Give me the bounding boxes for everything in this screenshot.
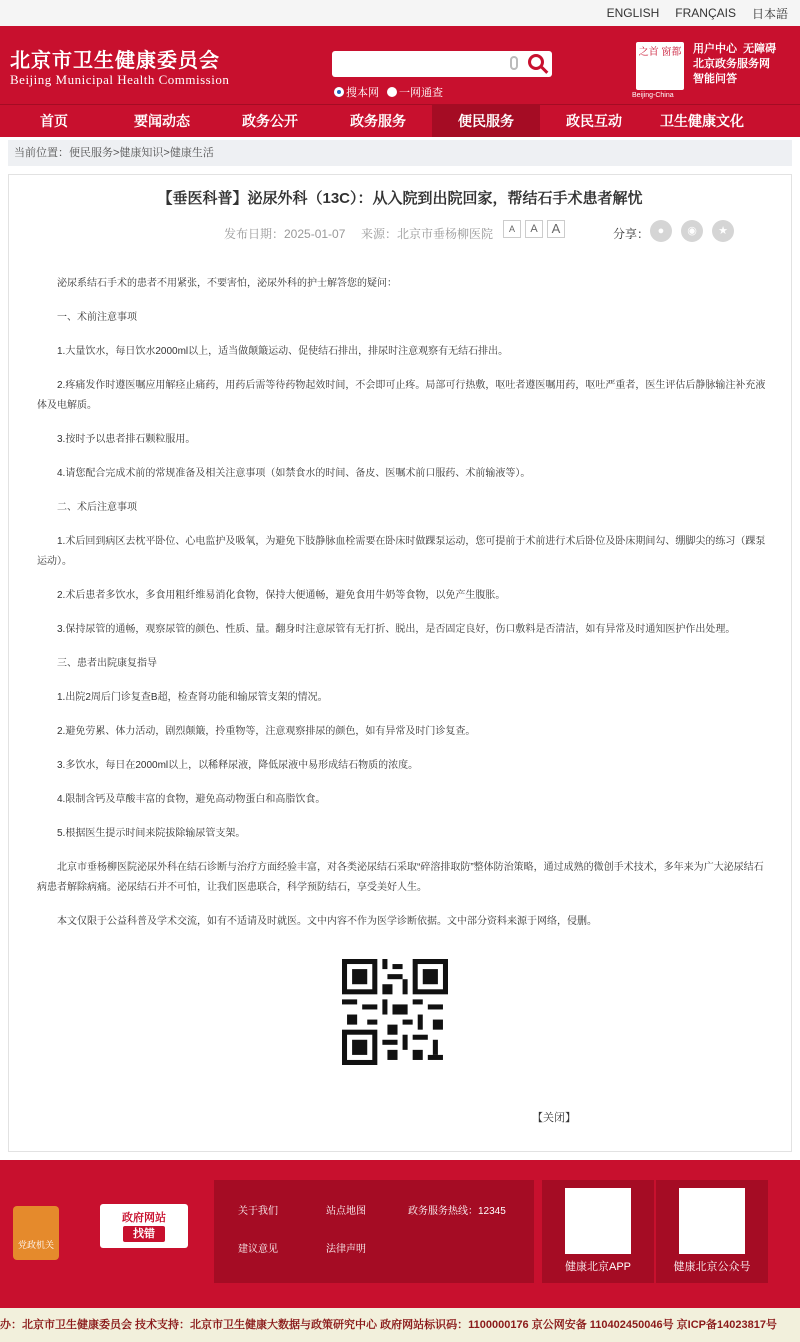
nav-item-open-gov[interactable]: 政务公开 xyxy=(242,113,298,129)
scope-all-radio[interactable]: 一网通查 xyxy=(387,84,443,100)
article-meta xyxy=(9,220,791,244)
paragraph: 本文仅限于公益科普及学术交流，如有不适请及时就医。文中内容不作为医学诊断依据。文中部分资料来源于网络，侵删。 xyxy=(57,916,597,927)
qr-code xyxy=(342,959,448,1065)
app-qr-card[interactable] xyxy=(542,1180,654,1283)
gov-error-badge[interactable]: 政府网站 找错 xyxy=(100,1204,188,1248)
wechat-share-icon[interactable]: ● xyxy=(650,220,672,242)
capital-window-seal[interactable]: 之首 窗都 xyxy=(636,42,684,90)
weibo-share-icon[interactable]: ◉ xyxy=(681,220,703,242)
site-logo-en: Beijing Municipal Health Commission xyxy=(10,72,230,87)
footer-copyright: 办：北京市卫生健康委员会 技术支持：北京市卫生健康大数据与政策研究中心 政府网站标识码：1100000176 京公网安备 110402450046号 京ICP备14023817号 xyxy=(0,1308,800,1342)
site-logo-cn[interactable]: 北京市卫生健康委员会 xyxy=(10,50,220,72)
site-footer xyxy=(0,1160,800,1342)
paragraph: 3.多饮水，每日在2000ml以上，以稀释尿液，降低尿液中易形成结石物质的浓度。 xyxy=(57,760,419,771)
breadcrumb: 当前位置：便民服务>健康知识>健康生活 xyxy=(8,140,792,166)
paragraph: 5.根据医生提示时间来院拔除输尿管支架。 xyxy=(57,828,246,839)
paragraph: 一、术前注意事项 xyxy=(57,312,137,323)
seal-caption: Beijing-China xyxy=(632,92,674,99)
paragraph: 3.按时予以患者排石颗粒服用。 xyxy=(57,434,196,445)
search-icon[interactable] xyxy=(528,54,544,70)
microphone-icon[interactable] xyxy=(510,56,518,70)
publish-date: 发布日期：2025-01-07 xyxy=(224,227,346,241)
favorite-star-icon[interactable]: ★ xyxy=(712,220,734,242)
nav-item-news[interactable]: 要闻动态 xyxy=(134,113,190,129)
main-nav xyxy=(0,104,800,137)
lang-japanese-link[interactable]: 日本語 xyxy=(751,6,788,21)
search-input[interactable] xyxy=(332,51,552,77)
smart-qa-link[interactable]: 智能问答 xyxy=(693,73,737,85)
lang-english-link[interactable]: ENGLISH xyxy=(606,6,660,20)
paragraph: 2.避免劳累、体力活动，剧烈颠簸，拎重物等，注意观察排尿的颜色，如有异常及时门诊复查。 xyxy=(57,726,476,737)
paragraph: 1.大量饮水，每日饮水2000ml以上，适当做颠簸运动、促使结石排出，排尿时注意观察有无结石排出。 xyxy=(57,346,509,357)
paragraph: 北京市垂杨柳医院泌尿外科在结石诊断与治疗方面经验丰富，对各类泌尿结石采取“碎溶排取防”整体防治策略，通过成熟的微创手术技术，多年来为广大泌尿结石病患者解除病痛。泌尿结石并不可怕，让我们医患联合，科学预防结石，享受美好人生。 xyxy=(37,862,764,893)
paragraph: 4.限制含钙及草酸丰富的食物，避免高动物蛋白和高脂饮食。 xyxy=(57,794,326,805)
accessibility-link[interactable]: 无障碍 xyxy=(743,43,777,55)
suggestion-link[interactable]: 建议意见 xyxy=(238,1244,278,1255)
paragraph: 二、术后注意事项 xyxy=(57,502,137,513)
article-body xyxy=(9,244,791,932)
service-net-link[interactable]: 北京政务服务网 xyxy=(693,58,770,70)
about-link[interactable]: 关于我们 xyxy=(238,1206,278,1217)
scope-this-radio[interactable]: 搜本网 xyxy=(334,84,379,100)
app-label: 健康北京APP xyxy=(564,1261,631,1273)
paragraph: 三、患者出院康复指导 xyxy=(57,658,157,669)
share-label: 分享： xyxy=(613,227,650,241)
paragraph: 2.术后患者多饮水，多食用粗纤维易消化食物，保持大便通畅，避免食用牛奶等食物，以免产生腹胀。 xyxy=(57,590,506,601)
article-panel xyxy=(8,174,792,1152)
nav-item-interaction[interactable]: 政民互动 xyxy=(566,113,622,129)
nav-item-health-culture[interactable]: 卫生健康文化 xyxy=(660,113,744,129)
close-link[interactable]: 【关闭】 xyxy=(532,1112,576,1124)
app-qr-code xyxy=(565,1188,631,1254)
nav-item-public-services[interactable]: 便民服务 xyxy=(432,105,540,137)
wechat-label: 健康北京公众号 xyxy=(673,1261,751,1273)
radio-checked-icon xyxy=(334,87,344,97)
wechat-qr-code xyxy=(679,1188,745,1254)
wechat-qr-card[interactable] xyxy=(656,1180,768,1283)
font-small-button[interactable]: A xyxy=(503,220,521,238)
radio-unchecked-icon xyxy=(387,87,397,97)
search-scope xyxy=(334,84,443,100)
paragraph: 3.保持尿管的通畅，观察尿管的颜色、性质、量。翻身时注意尿管有无打折、脱出，是否固定良好，伤口敷料是否清洁，如有异常及时通知医护作出处理。 xyxy=(57,624,736,635)
article-title: 【垂医科普】泌尿外科（13C）：从入院到出院回家，帮结石手术患者解忧 xyxy=(157,190,643,207)
user-center-link[interactable]: 用户中心 xyxy=(693,43,737,55)
nav-item-home[interactable]: 首页 xyxy=(40,113,68,129)
nav-item-services[interactable]: 政务服务 xyxy=(350,113,406,129)
paragraph: 泌尿系结石手术的患者不用紧张，不要害怕，泌尿外科的护士解答您的疑问： xyxy=(57,278,397,289)
font-large-button[interactable]: A xyxy=(547,220,565,238)
lang-french-link[interactable]: FRANÇAIS xyxy=(675,6,736,20)
language-bar xyxy=(0,0,800,26)
paragraph: 2.疼痛发作时遵医嘱应用解痉止痛药，用药后需等待药物起效时间，不会即可止疼。局部可行热敷，呕吐者遵医嘱用药，呕吐严重者，医生评估后静脉输注补充液体及电解质。 xyxy=(37,380,766,411)
paragraph: 1.出院2周后门诊复查B超，检查肾功能和输尿管支架的情况。 xyxy=(57,692,328,703)
footer-links xyxy=(214,1180,534,1283)
site-header xyxy=(0,26,800,104)
paragraph: 4.请您配合完成术前的常规准备及相关注意事项（如禁食水的时间、备皮、医嘱术前口服药、术前输液等）。 xyxy=(57,468,531,479)
font-medium-button[interactable]: A xyxy=(525,220,543,238)
party-gov-emblem[interactable]: 党政机关 xyxy=(13,1206,59,1260)
paragraph: 1.术后回到病区去枕平卧位、心电监护及吸氧，为避免下肢静脉血栓需要在卧床时做踝泵运动，您可提前于术前进行术后卧位及卧床期间勾、绷脚尖的练习（踝泵运动）。 xyxy=(37,536,766,567)
legal-link[interactable]: 法律声明 xyxy=(326,1244,366,1255)
user-links xyxy=(693,42,776,87)
article-source: 来源：北京市垂杨柳医院 xyxy=(361,227,494,241)
sitemap-link[interactable]: 站点地图 xyxy=(326,1206,366,1217)
hotline-text: 政务服务热线：12345 xyxy=(408,1206,506,1217)
